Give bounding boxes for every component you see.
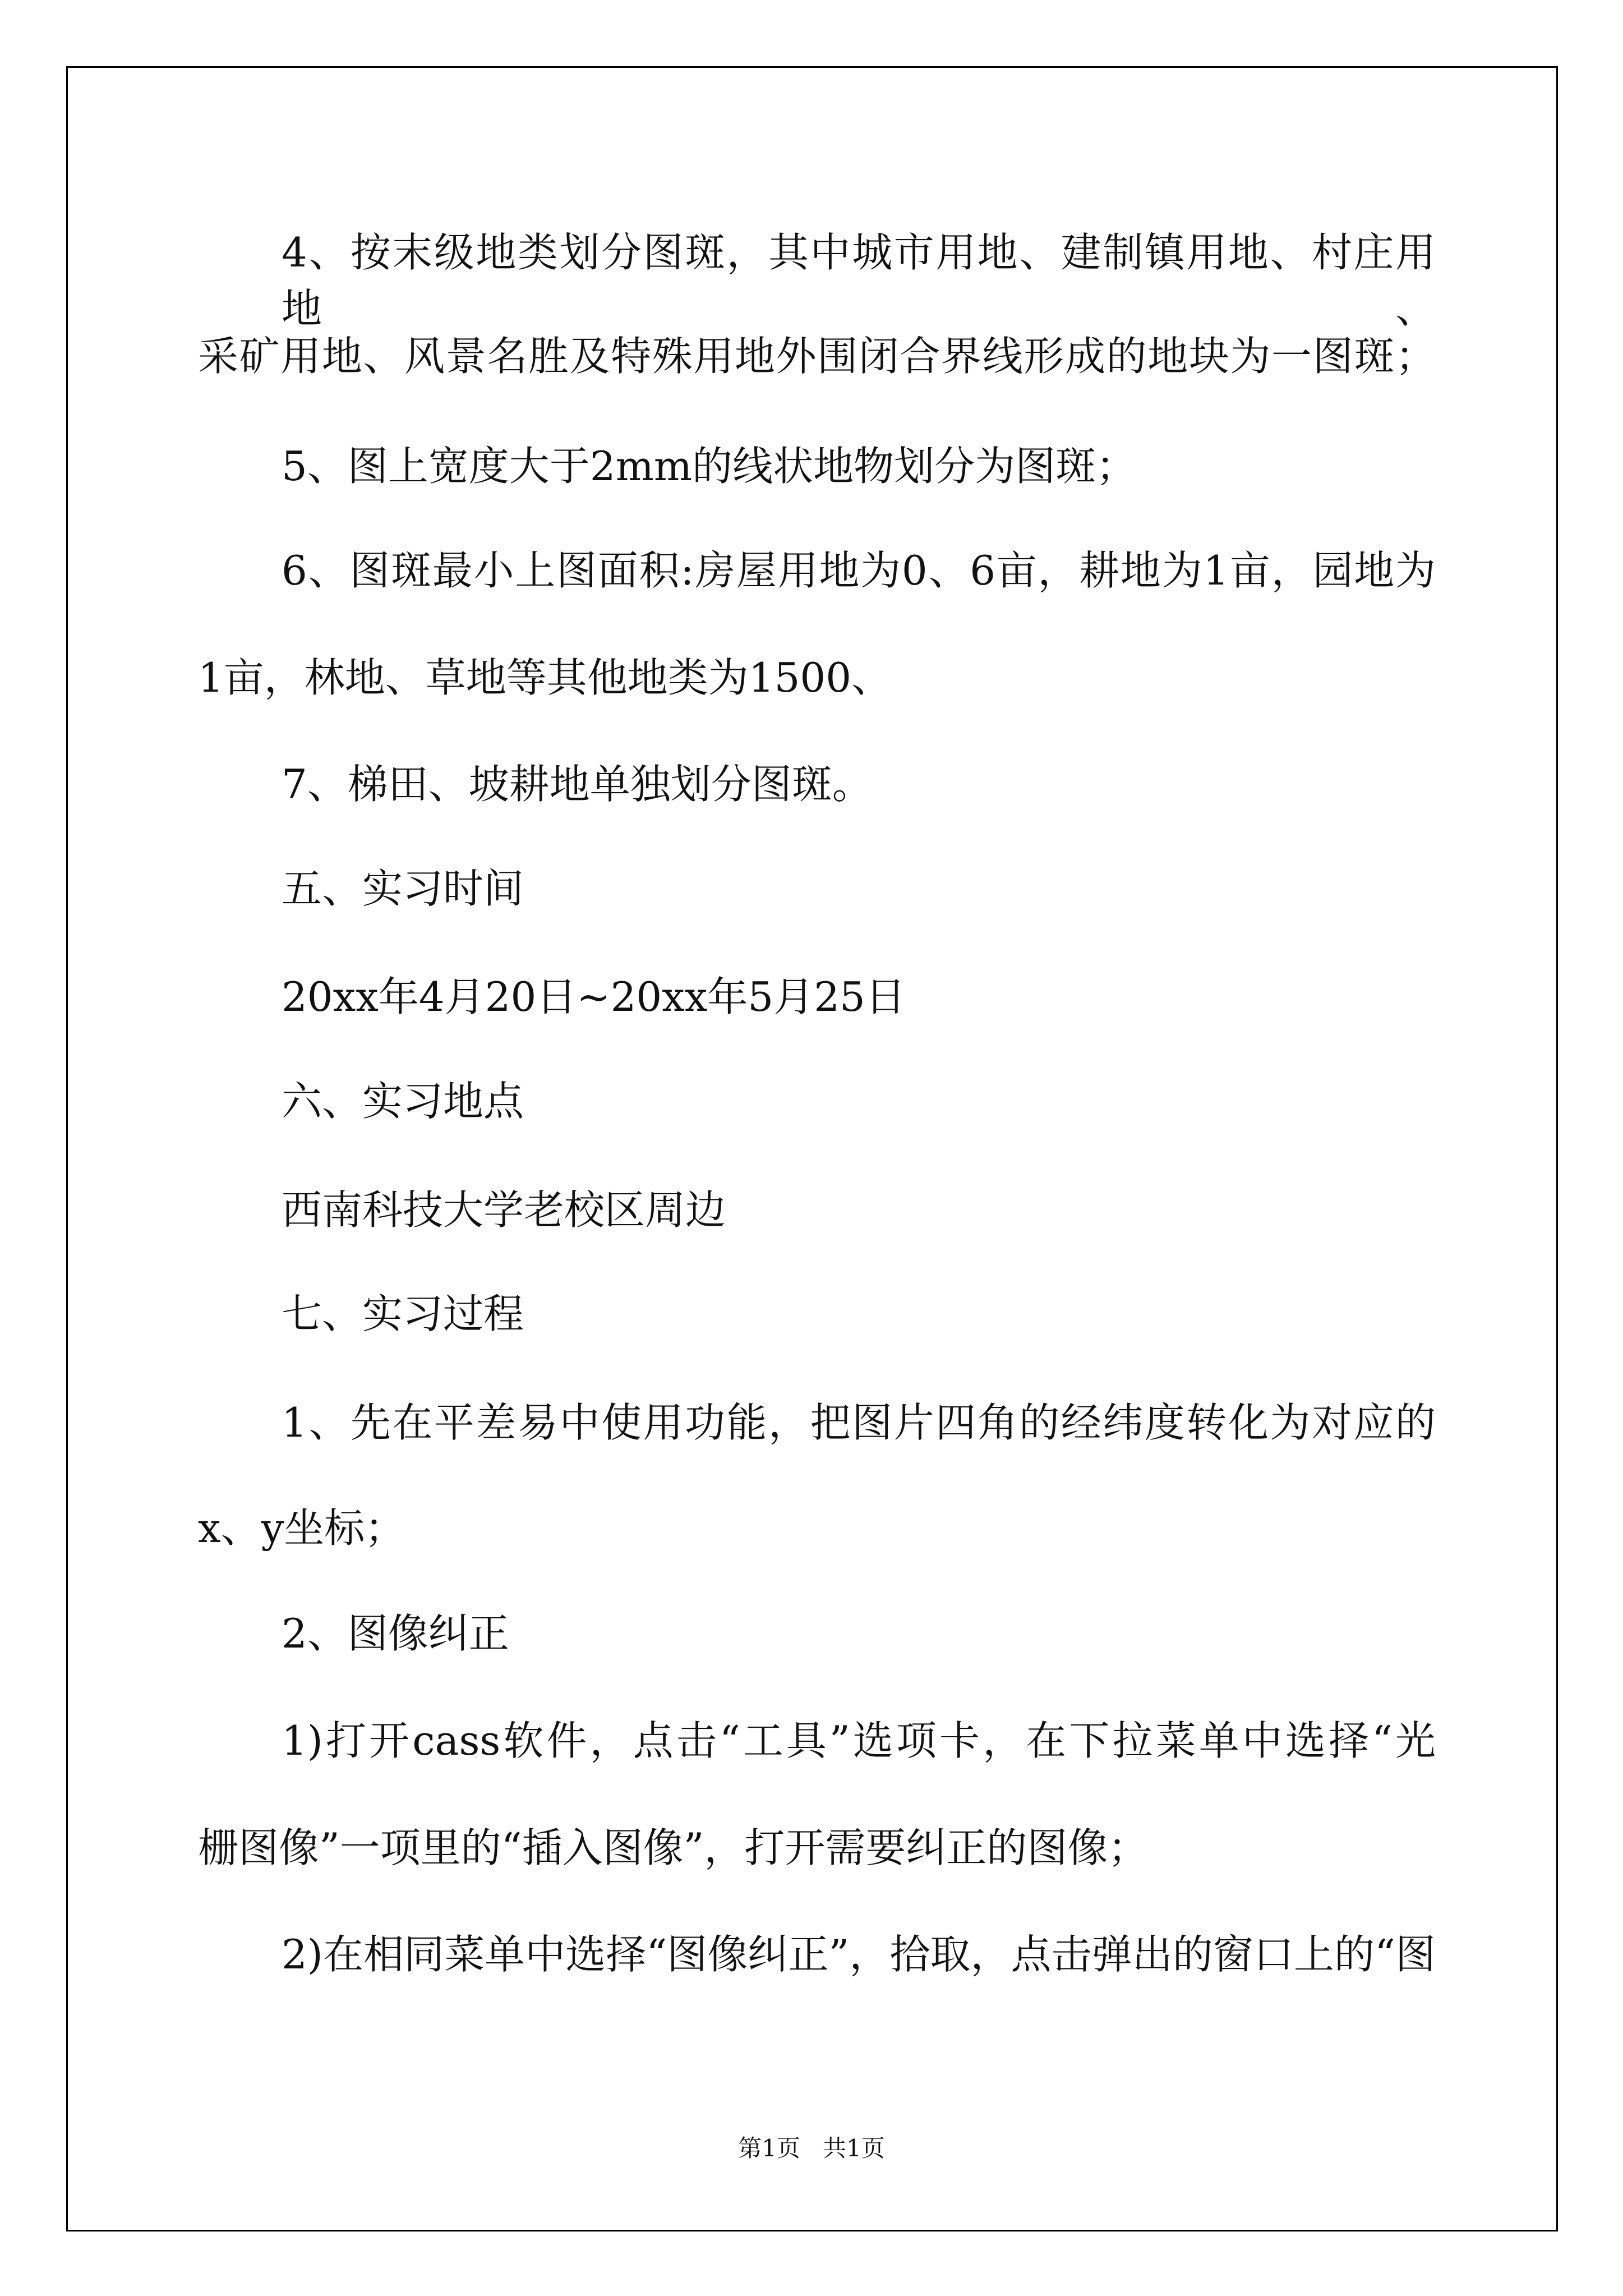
text-line: 7、梯田、坡耕地单独划分图斑。 — [282, 761, 873, 808]
text-line: 西南科技大学老校区周边 — [282, 1186, 726, 1234]
text-line: 4、按末级地类划分图斑，其中城市用地、建制镇用地、村庄用地、 — [282, 229, 1436, 332]
page-number-footer: 第1页 共1页 — [738, 2134, 885, 2162]
page-border — [66, 66, 1558, 2231]
text-line: 2)在相同菜单中选择“图像纠正”，拾取，点击弹出的窗口上的“图 — [282, 1931, 1436, 1978]
text-line: x、y坐标； — [198, 1504, 405, 1552]
section-heading: 七、实习过程 — [282, 1290, 524, 1337]
section-heading: 六、实习地点 — [282, 1078, 524, 1125]
text-line: 5、图上宽度大于2mm的线状地物划分为图斑； — [282, 443, 1137, 490]
text-line: 6、图斑最小上图面积:房屋用地为0、6亩，耕地为1亩，园地为 — [282, 547, 1436, 594]
text-line: 采矿用地、风景名胜及特殊用地外围闭合界线形成的地块为一图斑； — [198, 333, 1436, 380]
section-heading: 五、实习时间 — [282, 865, 524, 912]
text-line: 1)打开cass软件，点击“工具”选项卡，在下拉菜单中选择“光 — [282, 1717, 1436, 1764]
text-line: 1亩，林地、草地等其他地类为1500、 — [198, 654, 892, 701]
text-line: 2、图像纠正 — [282, 1610, 509, 1657]
text-line: 20xx年4月20日~20xx年5月25日 — [282, 973, 906, 1020]
text-line: 1、先在平差易中使用功能，把图片四角的经纬度转化为对应的 — [282, 1399, 1436, 1446]
text-line: 栅图像”一项里的“插入图像”，打开需要纠正的图像； — [198, 1824, 1149, 1871]
